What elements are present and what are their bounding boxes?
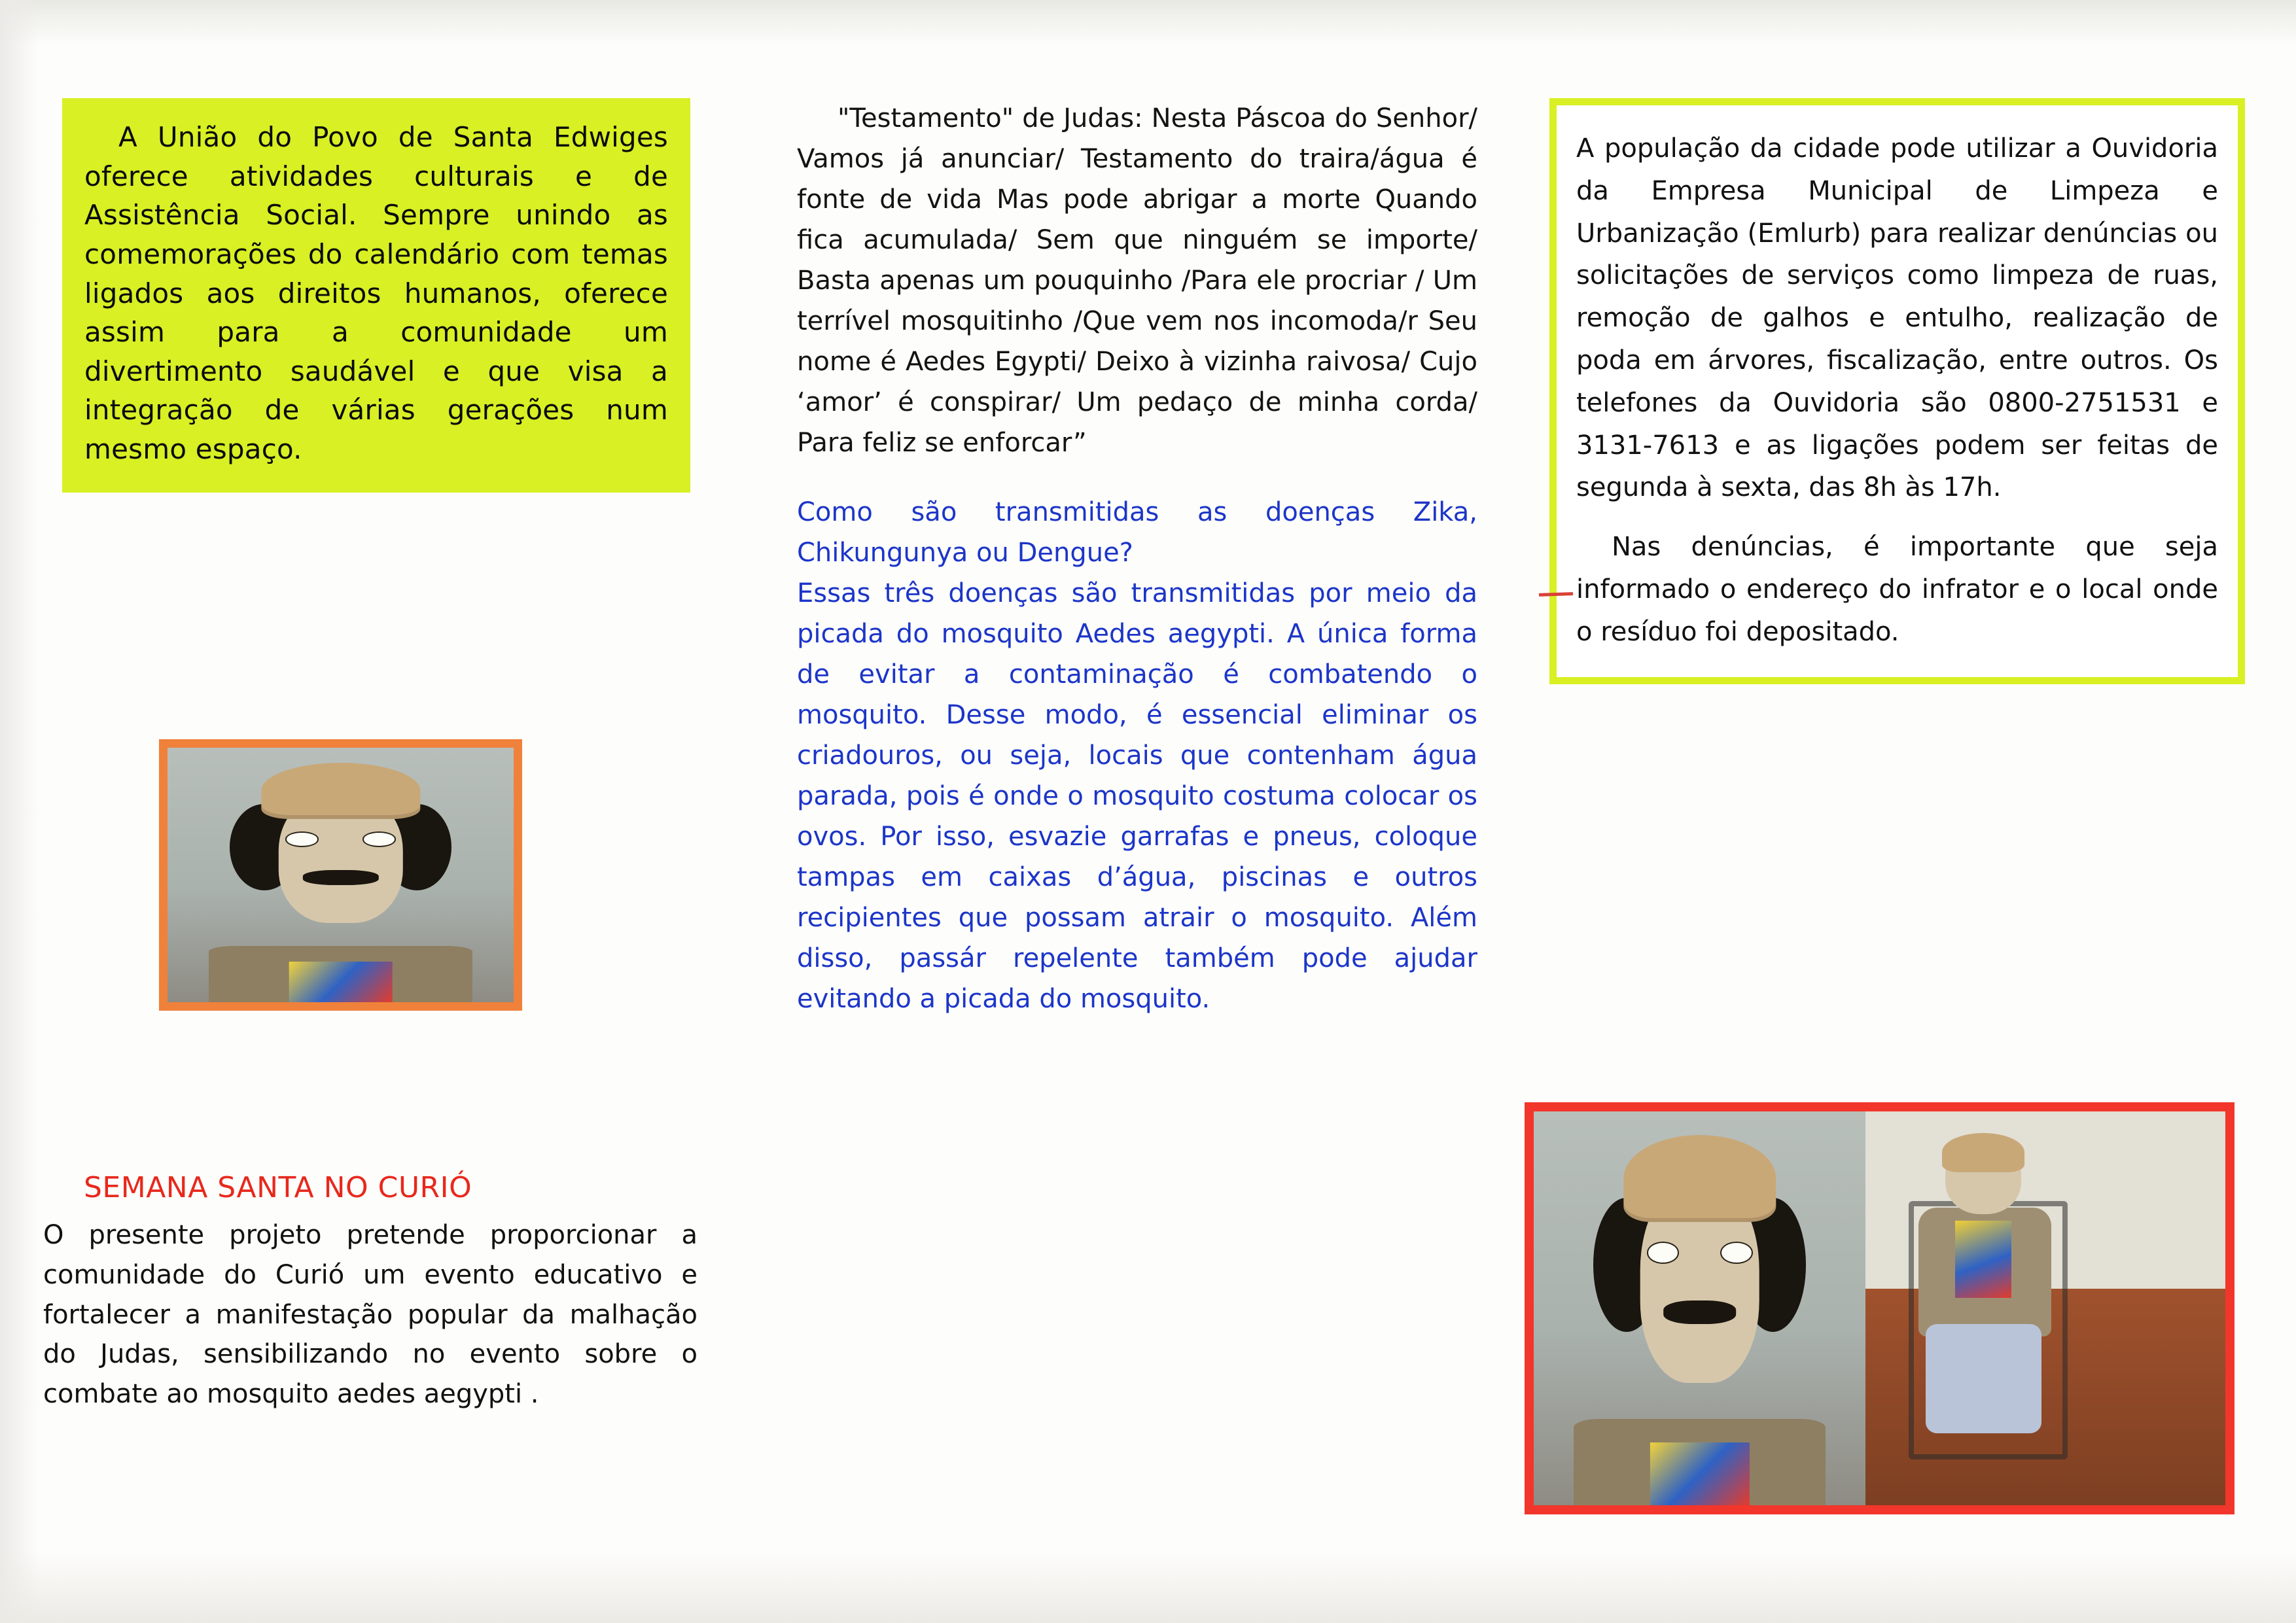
seated-bib (1955, 1221, 2011, 1298)
puppet-eye-right (362, 831, 397, 846)
puppet-mustache (302, 870, 378, 885)
testament-text: "Testamento" de Judas: Nesta Páscoa do Senhor/ Vamos já anunciar/ Testamento do traira/água é fonte de vida Mas pode abrigar a morte Quando fica acumulada/ Sem que ninguém se importe/ Basta apenas um pouquinho /Para ele procriar / Um terrível mosquitinho /Que vem nos incomoda/r Seu nome é Aedes Egypti/ Deixo à vizinha raivosa/ Cujo ‘amor’ é conspirar/ Um pedaço de minha corda/ Para feliz se enforcar” (797, 103, 1477, 458)
seated-hat (1942, 1133, 2024, 1172)
puppet2-mustache (1663, 1300, 1737, 1324)
highlight-text: A União do Povo de Santa Edwiges oferece atividades culturais e de Assistência Social. Sempre unindo as comemorações do calendário com temas ligados aos direitos humanos, oferece assim para a comunidade um divertimento saudável e que visa a integração de várias gerações num mesmo espaço. (84, 121, 668, 465)
section-heading: SEMANA SANTA NO CURIÓ (84, 1171, 472, 1204)
highlight-box (62, 98, 690, 493)
question-text: Como são transmitidas as doenças Zika, Chikungunya ou Dengue? (797, 497, 1477, 568)
photo-pair-left-half (1534, 1111, 1865, 1505)
photo-judas-bust (159, 739, 522, 1011)
scan-shading-bottom (0, 1551, 2296, 1623)
column-two-spacer (797, 463, 1477, 492)
puppet2-eye-left (1647, 1242, 1680, 1264)
seated-legs (1926, 1324, 2041, 1434)
column-three-box (1549, 98, 2245, 684)
column-one (62, 98, 690, 493)
emlurb-paragraph-two: Nas denúncias, é importante que seja informado o endereço do infrator e o local onde o resíduo foi depositado. (1576, 532, 2218, 647)
puppet-illustration-left (1534, 1111, 1865, 1505)
photo-judas-pair (1525, 1102, 2234, 1514)
scan-shading-left (0, 0, 39, 1623)
seated-puppet (1909, 1143, 2074, 1466)
column-two (797, 98, 1477, 1019)
photo-pair-right-half (1865, 1111, 2225, 1505)
answer-text: Essas três doenças são transmitidas por meio da picada do mosquito Aedes aegypti. A única forma de evitar a contaminação é combatendo o mosquito. Desse modo, é essencial eliminar os criadouros, ou seja, locais que contenham água parada, pois é onde o mosquito costuma colocar os ovos. Por isso, esvazie garrafas e pneus, coloque tampas em caixas d’água, piscinas e outros recipientes que possam atrair o mosquito. Além disso, passár repelente também pode ajudar evitando a picada do mosquito. (797, 578, 1477, 1014)
puppet2-hat (1623, 1135, 1776, 1221)
puppet-eye-left (285, 831, 319, 846)
scan-shading-top (0, 0, 2296, 46)
column-one-body (43, 1215, 698, 1414)
puppet2-eye-right (1720, 1242, 1753, 1264)
column-three-gap (1576, 509, 2218, 526)
emlurb-paragraph-one: A população da cidade pode utilizar a Ouvidoria da Empresa Municipal de Limpeza e Urbanização (Emlurb) para realizar denúncias ou solicitações de serviços como limpeza de ruas, remoção de galhos e entulho, realização de poda em árvores, fiscalização, entre outros. Os telefones da Ouvidoria são 0800-2751531 e 3131-7613 e as ligações podem ser feitas de segunda à sexta, das 8h às 17h. (1576, 133, 2218, 503)
puppet-illustration (168, 748, 514, 1002)
puppet-scarf (289, 962, 393, 1002)
puppet2-scarf (1650, 1442, 1750, 1505)
column-one-paragraph: O presente projeto pretende proporcionar a comunidade do Curió um evento educativo e fortalecer a manifestação popular da malhação do Judas, sensibilizando no evento sobre o combate ao mosquito aedes aegypti . (43, 1220, 698, 1410)
puppet-hat (261, 763, 420, 819)
